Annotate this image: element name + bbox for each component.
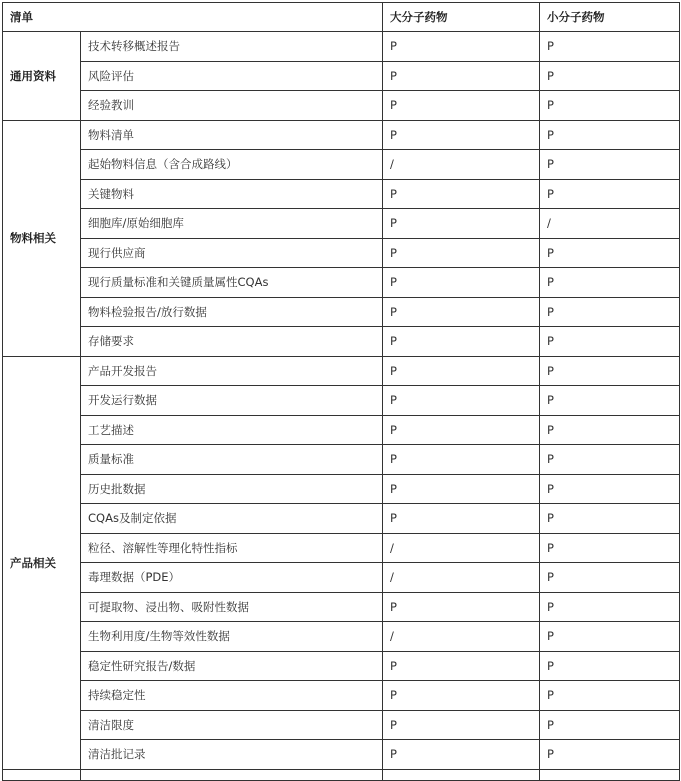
large-molecule-cell: P (383, 91, 540, 121)
small-molecule-cell: P (540, 356, 680, 386)
large-molecule-cell: P (383, 61, 540, 91)
small-molecule-cell: P (540, 386, 680, 416)
item-cell: 细胞库/原始细胞库 (81, 209, 383, 239)
small-molecule-cell: P (540, 474, 680, 504)
large-molecule-cell: / (383, 563, 540, 593)
table-row (3, 120, 680, 150)
large-molecule-cell: P (383, 209, 540, 239)
item-cell: 粒径、溶解性等理化特性指标 (81, 533, 383, 563)
large-molecule-cell: P (383, 592, 540, 622)
table-row-partial (3, 769, 680, 780)
table-row (3, 32, 680, 62)
table-row (3, 681, 680, 711)
large-molecule-cell: P (383, 268, 540, 298)
item-cell: CQAs及制定依据 (81, 504, 383, 534)
small-molecule-cell: P (540, 681, 680, 711)
table-row (3, 356, 680, 386)
item-cell: 可提取物、浸出物、吸附性数据 (81, 592, 383, 622)
small-molecule-cell: / (540, 209, 680, 239)
small-molecule-cell: P (540, 504, 680, 534)
table-row (3, 386, 680, 416)
table-row (3, 268, 680, 298)
large-molecule-cell: P (383, 32, 540, 62)
item-cell: 开发运行数据 (81, 386, 383, 416)
small-molecule-cell: P (540, 61, 680, 91)
table-row (3, 622, 680, 652)
empty-cell (540, 769, 680, 780)
item-cell: 经验教训 (81, 91, 383, 121)
small-molecule-cell: P (540, 710, 680, 740)
group-label: 产品相关 (3, 356, 81, 769)
small-molecule-cell: P (540, 327, 680, 357)
group-label: 物料相关 (3, 120, 81, 356)
item-cell: 物料清单 (81, 120, 383, 150)
group-label: 通用资料 (3, 32, 81, 121)
small-molecule-cell: P (540, 415, 680, 445)
table-row (3, 150, 680, 180)
item-cell: 清洁批记录 (81, 740, 383, 770)
large-molecule-cell: P (383, 504, 540, 534)
small-molecule-cell: P (540, 533, 680, 563)
large-molecule-cell: P (383, 386, 540, 416)
small-molecule-cell: P (540, 238, 680, 268)
small-molecule-cell: P (540, 32, 680, 62)
large-molecule-cell: P (383, 297, 540, 327)
table-row (3, 327, 680, 357)
small-molecule-cell: P (540, 651, 680, 681)
table-row (3, 710, 680, 740)
tech-transfer-checklist-table (2, 2, 680, 781)
item-cell: 稳定性研究报告/数据 (81, 651, 383, 681)
header-list: 清单 (3, 3, 383, 32)
large-molecule-cell: P (383, 238, 540, 268)
table-row (3, 474, 680, 504)
item-cell: 现行质量标准和关键质量属性CQAs (81, 268, 383, 298)
large-molecule-cell: / (383, 150, 540, 180)
small-molecule-cell: P (540, 592, 680, 622)
header-small-molecule: 小分子药物 (540, 3, 680, 32)
item-cell: 生物利用度/生物等效性数据 (81, 622, 383, 652)
table-row (3, 91, 680, 121)
small-molecule-cell: P (540, 120, 680, 150)
empty-cell (3, 769, 81, 780)
table-row (3, 563, 680, 593)
large-molecule-cell: / (383, 533, 540, 563)
large-molecule-cell: P (383, 327, 540, 357)
small-molecule-cell: P (540, 740, 680, 770)
small-molecule-cell: P (540, 179, 680, 209)
table-row (3, 209, 680, 239)
large-molecule-cell: / (383, 622, 540, 652)
table-row (3, 504, 680, 534)
large-molecule-cell: P (383, 120, 540, 150)
item-cell: 产品开发报告 (81, 356, 383, 386)
table-row (3, 179, 680, 209)
header-row (3, 3, 680, 32)
large-molecule-cell: P (383, 740, 540, 770)
item-cell: 关键物料 (81, 179, 383, 209)
large-molecule-cell: P (383, 445, 540, 475)
table-row (3, 61, 680, 91)
small-molecule-cell: P (540, 622, 680, 652)
large-molecule-cell: P (383, 356, 540, 386)
item-cell: 现行供应商 (81, 238, 383, 268)
small-molecule-cell: P (540, 150, 680, 180)
item-cell: 持续稳定性 (81, 681, 383, 711)
small-molecule-cell: P (540, 445, 680, 475)
table-row (3, 651, 680, 681)
table-row (3, 297, 680, 327)
item-cell: 存储要求 (81, 327, 383, 357)
empty-cell (81, 769, 383, 780)
item-cell: 历史批数据 (81, 474, 383, 504)
table-row (3, 238, 680, 268)
large-molecule-cell: P (383, 179, 540, 209)
small-molecule-cell: P (540, 91, 680, 121)
table-row (3, 592, 680, 622)
large-molecule-cell: P (383, 415, 540, 445)
large-molecule-cell: P (383, 651, 540, 681)
item-cell: 清洁限度 (81, 710, 383, 740)
item-cell: 物料检验报告/放行数据 (81, 297, 383, 327)
header-large-molecule: 大分子药物 (383, 3, 540, 32)
large-molecule-cell: P (383, 710, 540, 740)
large-molecule-cell: P (383, 474, 540, 504)
table-body (3, 32, 680, 781)
table-row (3, 533, 680, 563)
item-cell: 起始物料信息（含合成路线） (81, 150, 383, 180)
item-cell: 工艺描述 (81, 415, 383, 445)
small-molecule-cell: P (540, 297, 680, 327)
item-cell: 质量标准 (81, 445, 383, 475)
item-cell: 毒理数据（PDE） (81, 563, 383, 593)
table-row (3, 740, 680, 770)
small-molecule-cell: P (540, 563, 680, 593)
item-cell: 风险评估 (81, 61, 383, 91)
small-molecule-cell: P (540, 268, 680, 298)
large-molecule-cell: P (383, 681, 540, 711)
table-row (3, 445, 680, 475)
empty-cell (383, 769, 540, 780)
table-row (3, 415, 680, 445)
item-cell: 技术转移概述报告 (81, 32, 383, 62)
